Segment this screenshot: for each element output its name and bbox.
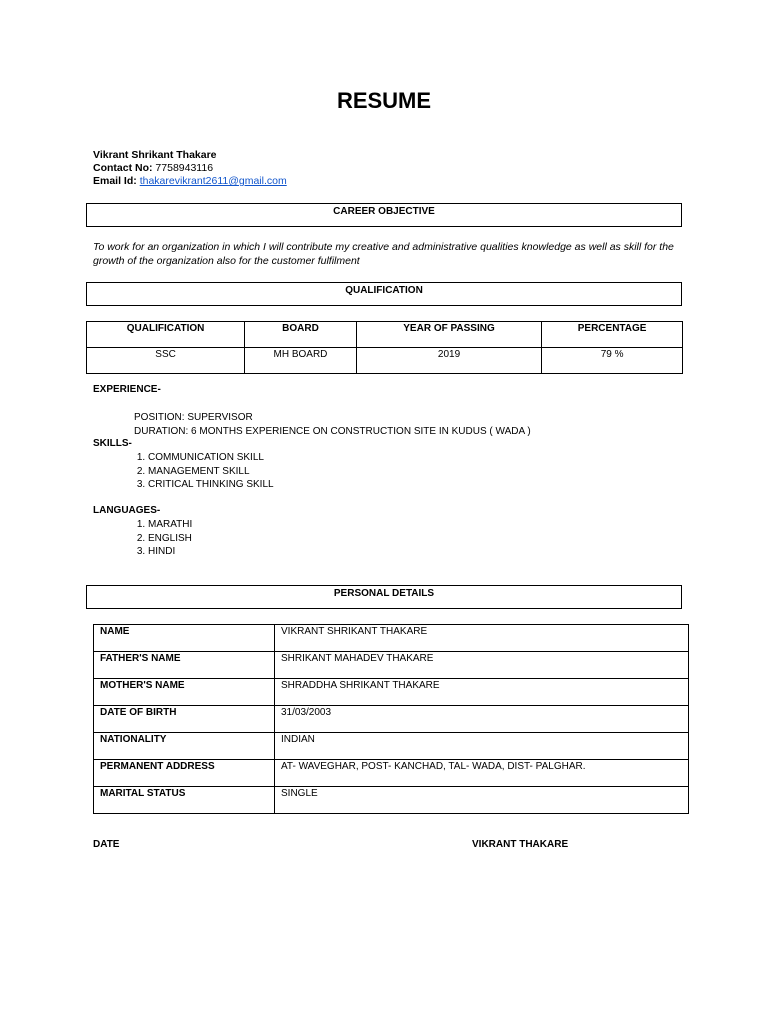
personal-details-heading: PERSONAL DETAILS [333,588,435,599]
list-item: 1. COMMUNICATION SKILL [148,451,274,465]
candidate-name [93,149,217,162]
personal-details-box [86,585,682,609]
contact-number: 7758943116 [155,162,214,174]
table-cell-label: PERMANENT ADDRESS [94,760,275,787]
table-row [94,787,689,814]
table-header-cell: YEAR OF PASSING [356,322,541,348]
experience-heading: EXPERIENCE- [93,384,161,395]
table-cell-value: SHRIKANT MAHADEV THAKARE [275,652,689,679]
email-link[interactable]: thakarevikrant2611@gmail.com [139,175,287,187]
table-cell-value: SHRADDHA SHRIKANT THAKARE [275,679,689,706]
table-row [94,652,689,679]
career-objective-box [86,203,682,227]
table-cell-value: VIKRANT SHRIKANT THAKARE [275,625,689,652]
skills-list [93,451,274,492]
table-cell-label: FATHER'S NAME [94,652,275,679]
table-cell-value: SINGLE [275,787,689,814]
contact-label: Contact No [93,162,149,174]
table-cell: 2019 [356,348,541,374]
qualification-box [86,282,682,306]
languages-heading: LANGUAGES- [93,505,161,516]
skills-heading: SKILLS- [93,438,132,449]
list-item: 3. HINDI [148,545,192,559]
table-cell-value: 31/03/2003 [275,706,689,733]
qualification-heading: QUALIFICATION [345,285,423,296]
experience-position: POSITION: SUPERVISOR [134,412,253,423]
list-item: 3. CRITICAL THINKING SKILL [148,478,274,492]
table-row [94,679,689,706]
table-header-cell: PERCENTAGE [542,322,683,348]
languages-list [93,518,192,559]
footer-signature-name: VIKRANT THAKARE [472,839,569,850]
email-line: Email Id: thakarevikrant2611@gmail.com [93,175,287,187]
email-label: Email Id [93,175,134,187]
qualification-table [86,321,683,374]
experience-duration: DURATION: 6 MONTHS EXPERIENCE ON CONSTRUCTION SITE IN KUDUS ( WADA ) [134,426,531,437]
table-cell-label: NATIONALITY [94,733,275,760]
table-header-row [87,322,683,348]
table-header-cell: BOARD [245,322,357,348]
table-cell-label: DATE OF BIRTH [94,706,275,733]
career-objective-heading: CAREER OBJECTIVE [333,206,435,217]
table-header-cell: QUALIFICATION [87,322,245,348]
table-cell-value: AT- WAVEGHAR, POST- KANCHAD, TAL- WADA, DIST- PALGHAR. [275,760,689,787]
table-cell-label: MOTHER'S NAME [94,679,275,706]
career-objective-text: To work for an organization in which I will contribute my creative and administrative qualities knowledge as well as skill for the growth of the organization also for the customer fulfilment [93,241,674,267]
list-item: 1. MARATHI [148,518,192,532]
page-title: RESUME [336,88,432,113]
table-cell: SSC [87,348,245,374]
footer-date-label: DATE [93,839,120,850]
contact-line: Contact No: 7758943116 [93,162,214,174]
table-row [94,706,689,733]
table-cell: 79 % [542,348,683,374]
table-row [94,760,689,787]
table-row [94,733,689,760]
list-item: 2. MANAGEMENT SKILL [148,465,274,479]
table-row [94,625,689,652]
table-row [87,348,683,374]
list-item: 2. ENGLISH [148,532,192,546]
table-cell-label: NAME [94,625,275,652]
table-cell: MH BOARD [245,348,357,374]
candidate-name-text: Vikrant Shrikant Thakare [93,149,217,161]
table-cell-value: INDIAN [275,733,689,760]
table-cell-label: MARITAL STATUS [94,787,275,814]
personal-details-table [93,624,689,814]
